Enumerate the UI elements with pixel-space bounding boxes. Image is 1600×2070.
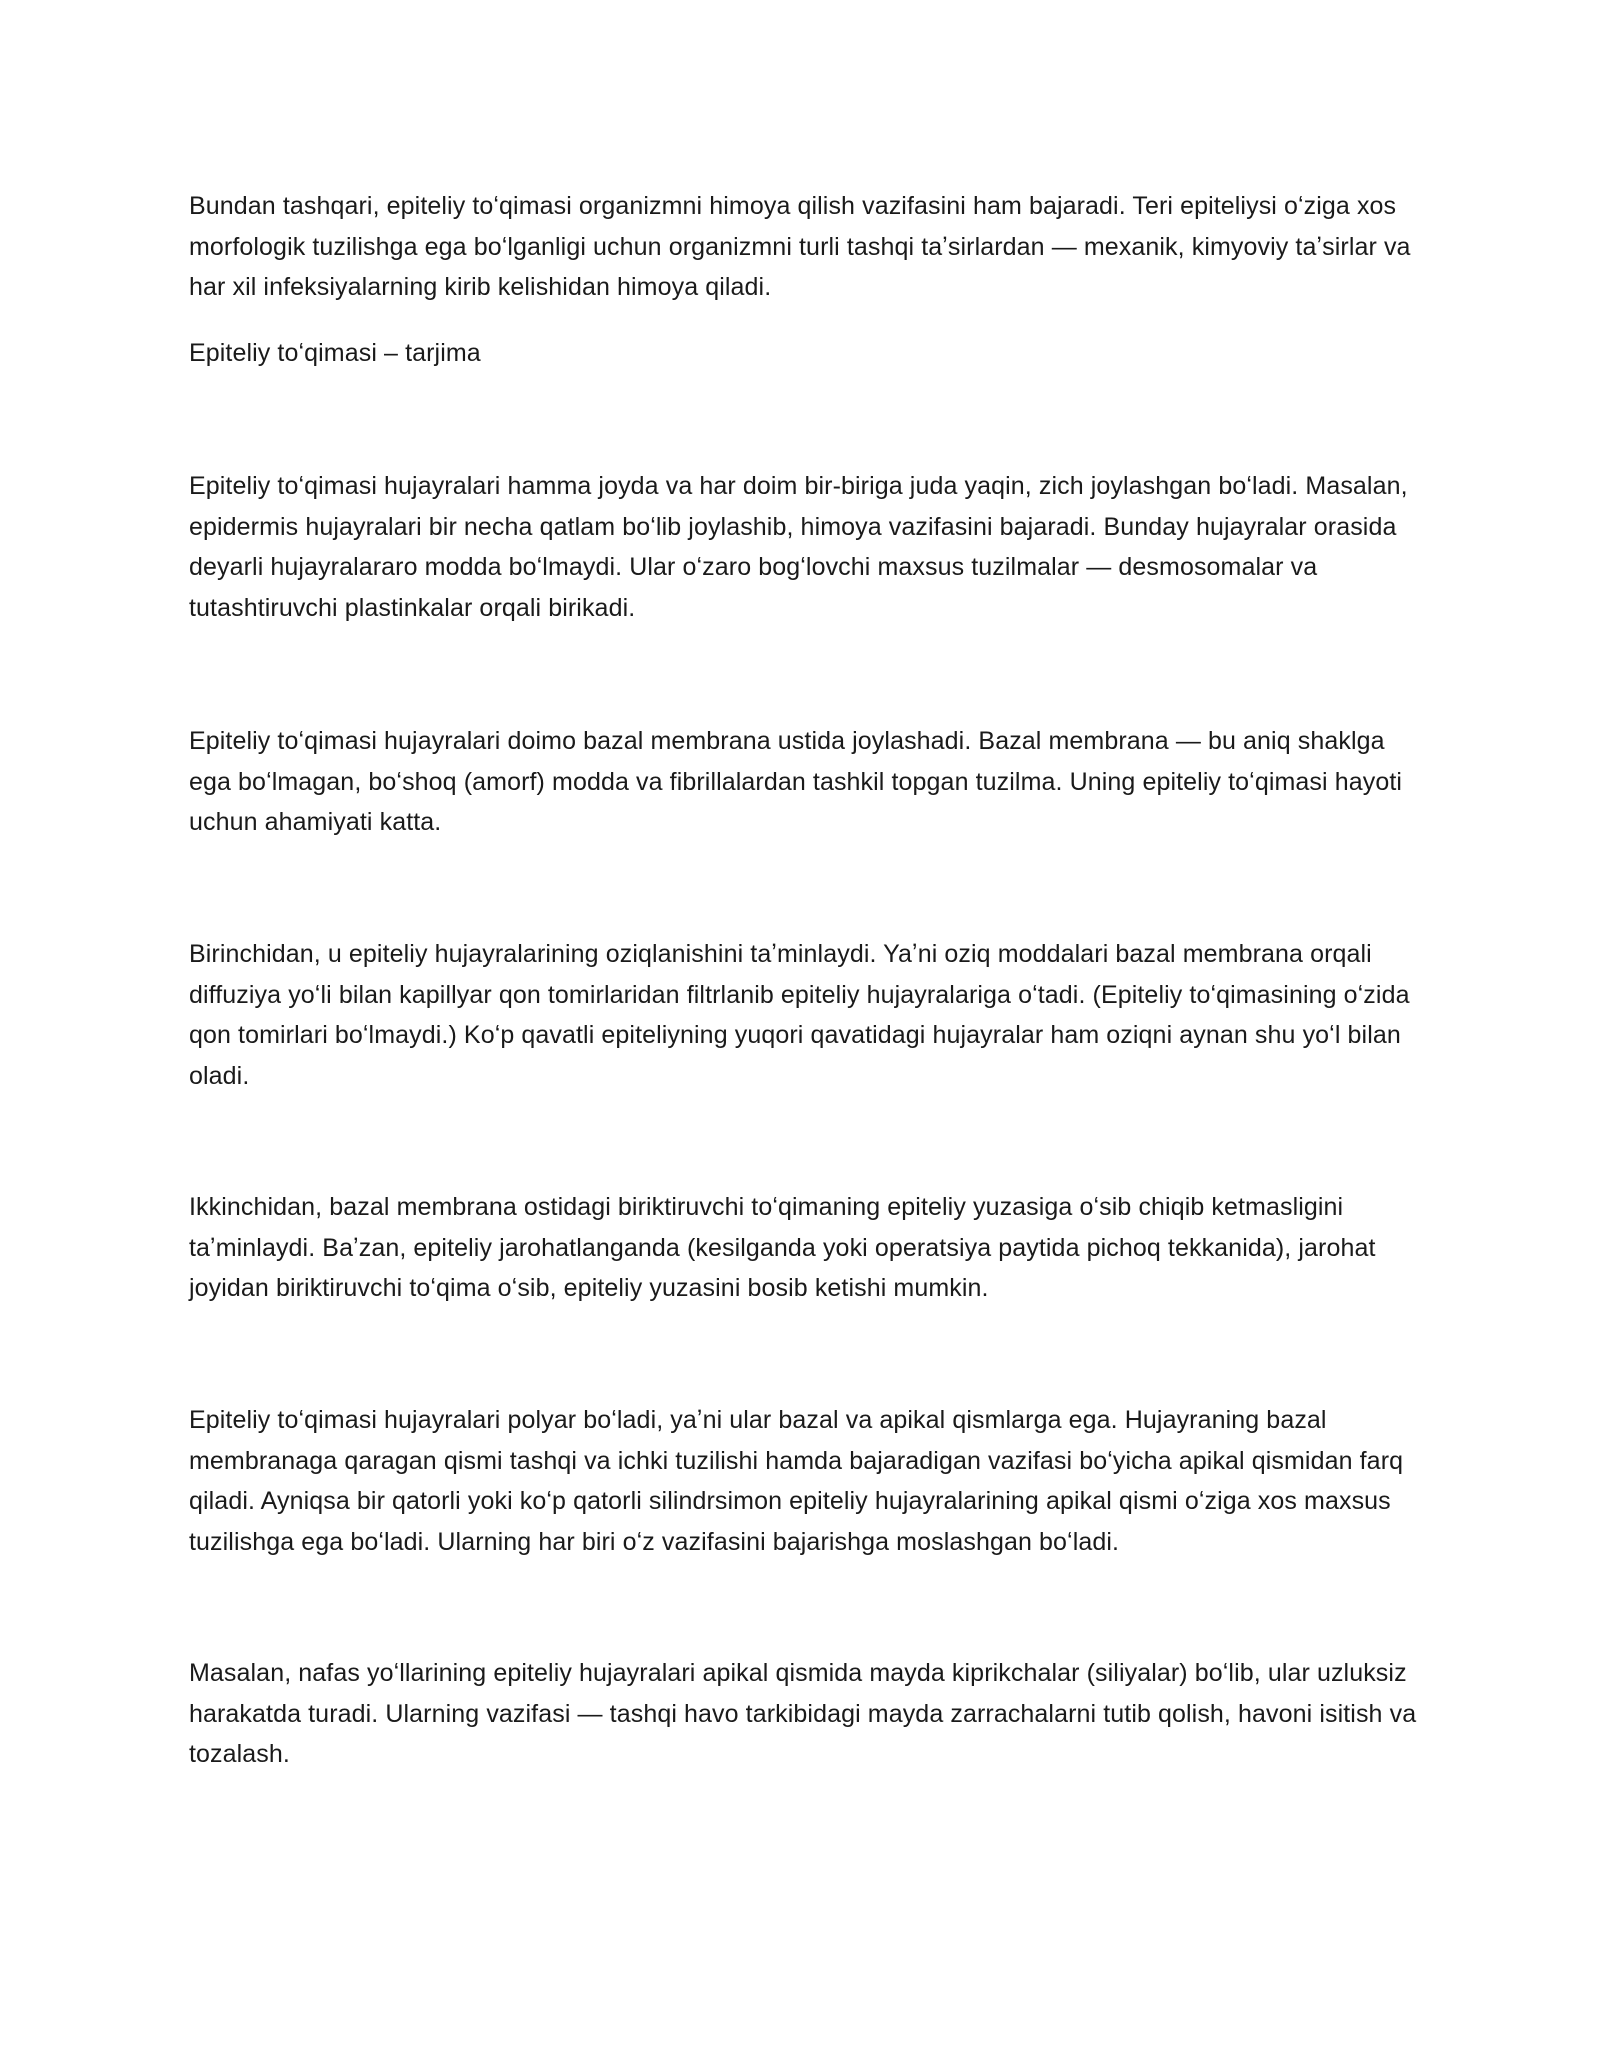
paragraph-heading-translation: Epiteliy toʻqimasi – tarjima	[189, 339, 481, 367]
paragraph-cell-arrangement: Epiteliy toʻqimasi hujayralari hamma joyda va har doim bir-biriga juda yaqin, zich joylashgan boʻladi. Masalan, epidermis hujayralari bir necha qatlam boʻlib joylashib, himoya vazifasini bajaradi. Bunday hujayralar orasida deyarli hujayralararo modda boʻlmaydi. Ular oʻzaro bogʻlovchi maxsus tuzilmalar — desmosomalar va tutashtiruvchi plastinkalar orqali birikadi.	[189, 472, 1408, 622]
paragraph-connective-tissue: Ikkinchidan, bazal membrana ostidagi biriktiruvchi toʻqimaning epiteliy yuzasiga oʻsib chiqib ketmasligini taʼminlaydi. Baʼzan, epiteliy jarohatlanganda (kesilganda yoki operatsiya paytida pichoq tekkanida), jarohat joyidan biriktiruvchi toʻqima oʻsib, epiteliy yuzasini bosib ketishi mumkin.	[189, 1193, 1376, 1302]
paragraph-respiratory-cilia: Masalan, nafas yoʻllarining epiteliy hujayralari apikal qismida mayda kiprikchalar (siliyalar) boʻlib, ular uzluksiz harakatda turadi. Ularning vazifasi — tashqi havo tarkibidagi mayda zarrachalarni tutib qolish, havoni isitish va tozalash.	[189, 1659, 1417, 1768]
paragraph-protective-function: Bundan tashqari, epiteliy toʻqimasi organizmni himoya qilish vazifasini ham bajaradi. Teri epiteliysi oʻziga xos morfologik tuzilishga ega boʻlganligi uchun organizmni turli tashqi taʼsirlardan — mexanik, kimyoviy taʼsirlar va har xil infeksiyalarning kirib kelishidan himoya qiladi.	[189, 192, 1411, 301]
paragraph-cell-polarity: Epiteliy toʻqimasi hujayralari polyar boʻladi, yaʼni ular bazal va apikal qismlarga ega. Hujayraning bazal membranaga qaragan qismi tashqi va ichki tuzilishi hamda bajaradigan vazifasi boʻyicha apikal qismidan farq qiladi. Ayniqsa bir qatorli yoki koʻp qatorli silindrsimon epiteliy hujayralarining apikal qismi oʻziga xos maxsus tuzilishga ega boʻladi. Ularning har biri oʻz vazifasini bajarishga moslashgan boʻladi.	[189, 1406, 1404, 1556]
paragraph-nutrition: Birinchidan, u epiteliy hujayralarining oziqlanishini taʼminlaydi. Yaʼni oziq moddalari bazal membrana orqali diffuziya yoʻli bilan kapillyar qon tomirlaridan filtrlanib epiteliy hujayralariga oʻtadi. (Epiteliy toʻqimasining oʻzida qon tomirlari boʻlmaydi.) Koʻp qavatli epiteliyning yuqori qavatidagi hujayralar ham oziqni aynan shu yoʻl bilan oladi.	[189, 940, 1410, 1090]
paragraph-basal-membrane: Epiteliy toʻqimasi hujayralari doimo bazal membrana ustida joylashadi. Bazal membrana — bu aniq shaklga ega boʻlmagan, boʻshoq (amorf) modda va fibrillalardan tashkil topgan tuzilma. Uning epiteliy toʻqimasi hayoti uchun ahamiyati katta.	[189, 727, 1403, 836]
